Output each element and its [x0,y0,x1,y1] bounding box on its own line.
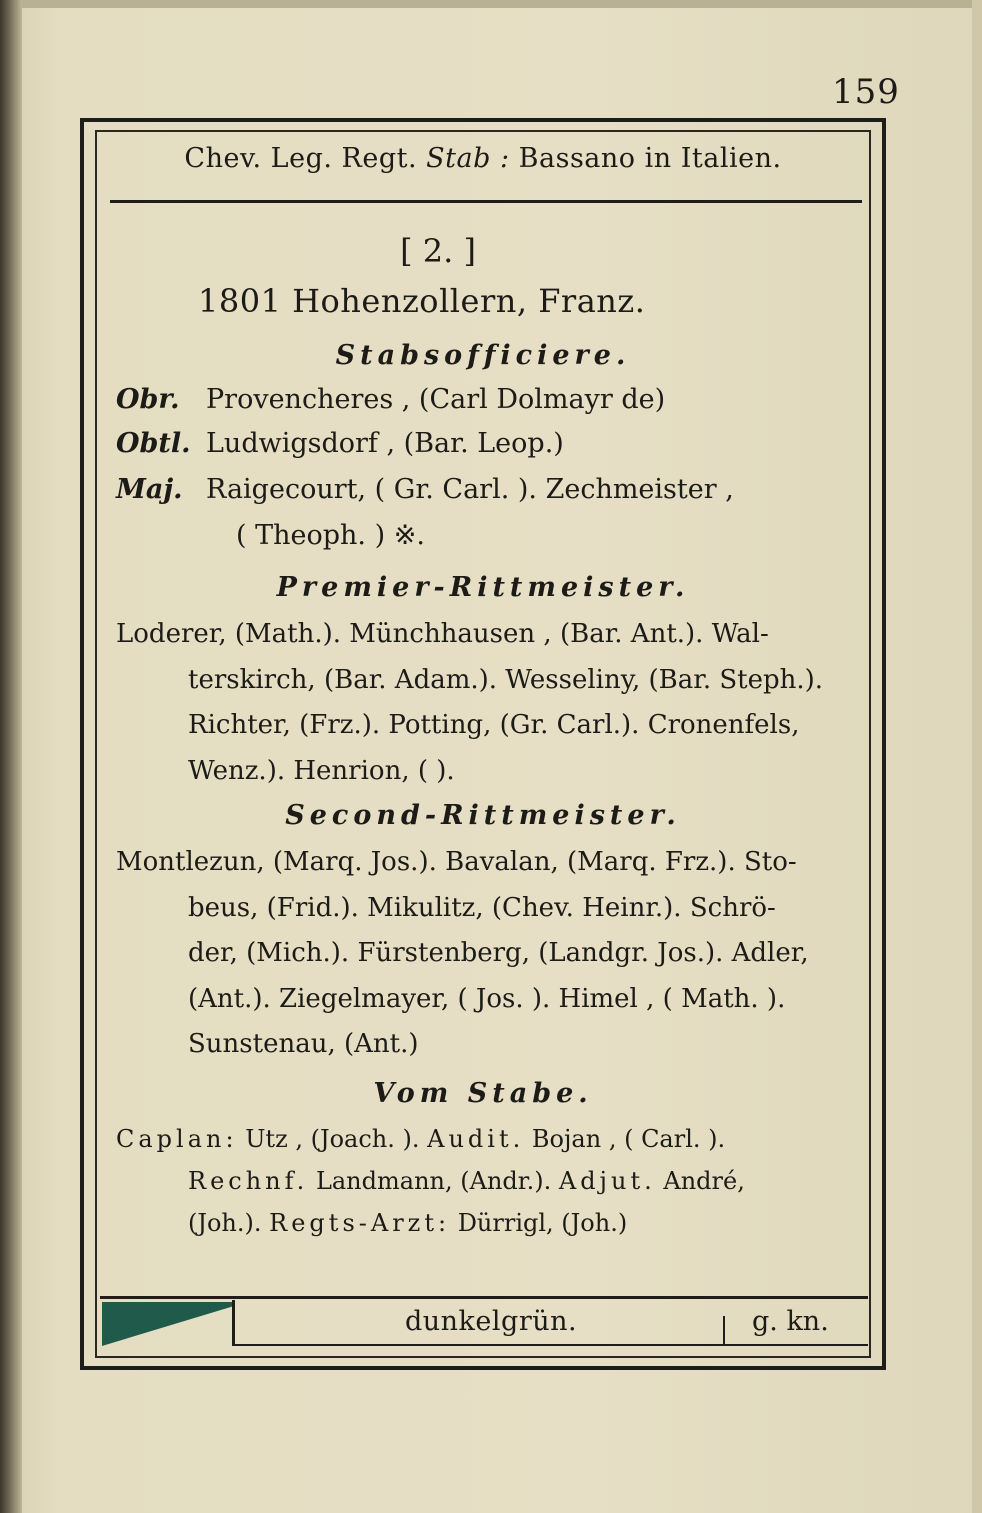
uniform-color-name: dunkelgrün. [405,1306,578,1337]
second-line: Sunstenau, (Ant.) [188,1029,419,1059]
second-list [116,840,860,1068]
button-type: g. kn. [752,1306,829,1337]
vom-stabe-line-3 [116,1202,860,1244]
caplan-name: Utz , (Joach. ). [245,1125,420,1153]
regiment-title: 1801 Hohenzollern, Franz. [198,282,646,320]
header-stab-label: Stab : [426,143,510,174]
regiment-number-text: [ 2. ] [400,232,476,270]
adjut-name: André, [663,1167,745,1195]
audit-label: Audit. [427,1125,525,1153]
swatch-fill [102,1302,234,1346]
regiment-number [97,232,869,270]
premier-list [116,612,860,794]
second-line: der, (Mich.). Fürstenberg, (Landgr. Jos.). Adler, [188,938,809,968]
heading-vom-stabe: Vom Stabe. [373,1078,593,1109]
page-right-edge [972,0,982,1513]
header-line [97,143,869,174]
vom-stabe-list [116,1118,860,1244]
header-unit: Chev. Leg. Regt. [184,143,418,174]
vom-stabe-line-1 [116,1118,860,1160]
rank-obr: Obr. [116,384,180,415]
premier-line: Loderer, (Math.). Münchhausen , (Bar. Ant.). Wal- [116,619,769,649]
page-number: 159 [832,72,900,112]
caplan-label: Caplan: [116,1125,238,1153]
button-separator [723,1316,725,1346]
obr-names: Provencheres , (Carl Dolmayr de) [206,384,666,415]
book-gutter [0,0,22,1513]
arzt-name: Dürrigl, (Joh.) [457,1209,628,1237]
footer-bottom-rule [235,1344,868,1346]
heading-premier-rittmeister: Premier-Rittmeister. [276,572,690,603]
premier-line: terskirch, (Bar. Adam.). Wesseliny, (Bar. Steph.). [188,664,824,695]
adjut-label: Adjut. [558,1167,656,1195]
obtl-names: Ludwigsdorf , (Bar. Leop.) [206,428,564,459]
rank-obtl: Obtl. [116,428,191,459]
swatch-separator [232,1300,235,1346]
page-top-edge [22,0,982,8]
maj-cont-line: ( Theoph. ) ※. [236,520,425,551]
uniform-color-swatch [102,1300,234,1346]
header-location: Bassano in Italien. [518,143,782,174]
heading-second-rittmeister: Second-Rittmeister. [285,800,681,831]
obtl-line [116,428,564,459]
rechnf-label: Rechnf. [188,1167,309,1195]
second-line: (Ant.). Ziegelmayer, ( Jos. ). Himel , ( Math. ). [188,983,786,1014]
header-rule [110,200,862,203]
second-line: Montlezun, (Marq. Jos.). Bavalan, (Marq. Frz.). Sto- [116,847,797,877]
vom-stabe-line-2 [116,1160,860,1202]
premier-line: Richter, (Frz.). Potting, (Gr. Carl.). Cronenfels, [188,710,800,740]
premier-line: Wenz.). Henrion, ( ). [188,755,455,786]
maj-line [116,474,734,505]
footer-rule [100,1296,868,1299]
obr-line [116,384,665,415]
rank-maj: Maj. [116,474,183,505]
adjut-name-cont: (Joh.). [188,1209,262,1237]
maj-names: Raigecourt, ( Gr. Carl. ). Zechmeister , [206,474,734,505]
audit-name: Bojan , ( Carl. ). [531,1125,726,1153]
rechnf-name: Landmann, (Andr.). [315,1167,552,1195]
second-line: beus, (Frid.). Mikulitz, (Chev. Heinr.). Schrö- [188,892,776,923]
arzt-label: Regts-Arzt: [269,1209,451,1237]
heading-stabsofficiere: Stabsofficiere. [335,340,631,371]
